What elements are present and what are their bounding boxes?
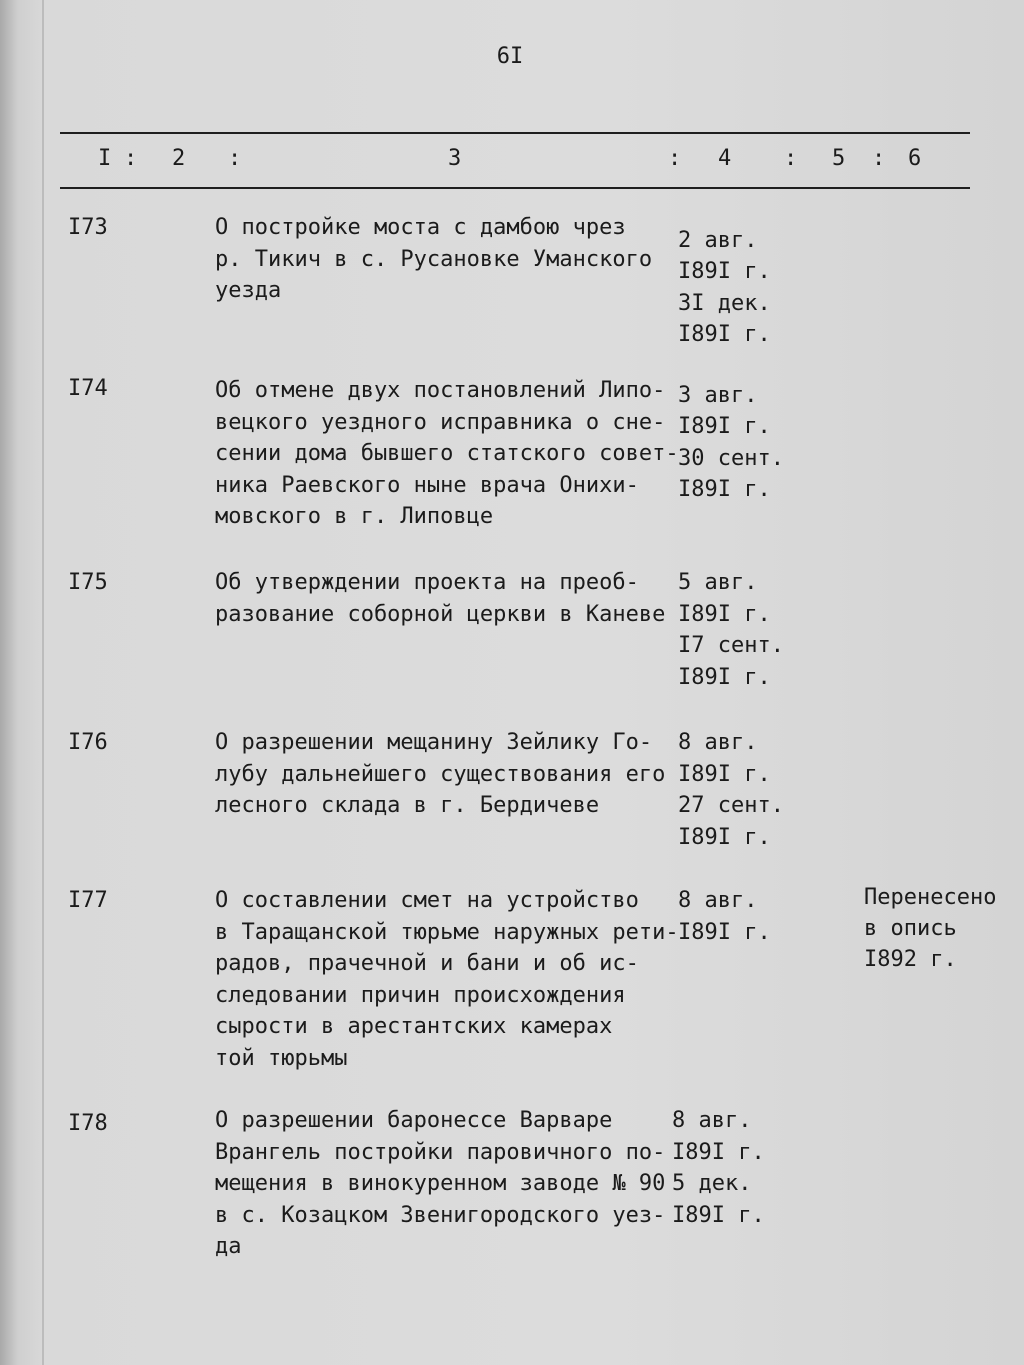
entry-title-line: О составлении смет на устройство: [215, 888, 639, 913]
header-top-rule: [60, 132, 970, 134]
entry-title-line: в с. Козацком Звенигородского уез-: [215, 1203, 666, 1228]
entry-title-line: той тюрьмы: [215, 1046, 348, 1071]
col-separator: :: [784, 146, 798, 171]
entry-date-line: I89I г.: [672, 1140, 765, 1165]
entry-title-line: сырости в арестантских камерах: [215, 1014, 613, 1039]
entry-date-line: I89I г.: [678, 414, 771, 439]
entry-note-line: Перенесено: [864, 885, 997, 910]
entry-date-line: I89I г.: [678, 665, 771, 690]
entry-title-line: да: [215, 1234, 242, 1259]
entry-title-line: сении дома бывшего статского совет-: [215, 441, 679, 466]
entry-number: I75: [68, 570, 108, 595]
col-separator: :: [872, 146, 886, 171]
entry-date-line: I89I г.: [672, 1203, 765, 1228]
entry-date-line: I89I г.: [678, 322, 771, 347]
col-head-1: I: [98, 146, 112, 171]
entry-number: I76: [68, 730, 108, 755]
entry-date-line: I89I г.: [678, 259, 771, 284]
entry-date-line: I89I г.: [678, 477, 771, 502]
entry-number: I73: [68, 215, 108, 240]
entry-number: I77: [68, 888, 108, 913]
entry-date-line: 5 дек.: [672, 1171, 752, 1196]
page-number: 6I: [496, 44, 524, 69]
entry-date-line: 5 авг.: [678, 570, 758, 595]
binding-fold: [42, 0, 44, 1365]
entry-title-line: О разрешении мещанину Зейлику Го-: [215, 730, 653, 755]
entry-date-line: I89I г.: [678, 920, 771, 945]
entry-date-line: I89I г.: [678, 762, 771, 787]
col-separator: :: [124, 146, 138, 171]
entry-title-line: лубу дальнейшего существования его: [215, 762, 666, 787]
entry-number: I74: [68, 376, 108, 401]
entry-title-line: разование соборной церкви в Каневе: [215, 602, 666, 627]
entry-date-line: 2 авг.: [678, 228, 758, 253]
col-head-3: 3: [448, 146, 462, 171]
entry-date-line: 30 сент.: [678, 446, 784, 471]
entry-title-line: р. Тикич в с. Русановке Уманского: [215, 247, 653, 272]
entry-title-line: уезда: [215, 278, 282, 303]
col-separator: :: [228, 146, 242, 171]
entry-note-line: в опись: [864, 916, 957, 941]
entry-date-line: 8 авг.: [672, 1108, 752, 1133]
entry-title-line: ника Раевского ныне врача Онихи-: [215, 473, 639, 498]
entry-title-line: мещения в винокуренном заводе № 90: [215, 1171, 666, 1196]
entry-date-line: 3I дек.: [678, 291, 771, 316]
col-head-5: 5: [832, 146, 846, 171]
entry-number: I78: [68, 1111, 108, 1136]
entry-date-line: 3 авг.: [678, 383, 758, 408]
entry-date-line: 8 авг.: [678, 888, 758, 913]
entry-title-line: Врангель постройки паровичного по-: [215, 1140, 666, 1165]
entry-title-line: О постройке моста с дамбою чрез: [215, 215, 626, 240]
col-head-2: 2: [172, 146, 186, 171]
entry-date-line: 27 сент.: [678, 793, 784, 818]
entry-date-line: I89I г.: [678, 602, 771, 627]
entry-title-line: следовании причин происхождения: [215, 983, 626, 1008]
entry-title-line: мовского в г. Липовце: [215, 504, 494, 529]
entry-title-line: Об отмене двух постановлений Липо-: [215, 378, 666, 403]
col-head-4: 4: [718, 146, 732, 171]
entry-title-line: в Таращанской тюрьме наружных рети-: [215, 920, 679, 945]
header-bottom-rule: [60, 187, 970, 189]
col-separator: :: [668, 146, 682, 171]
col-head-6: 6: [908, 146, 922, 171]
entry-date-line: I89I г.: [678, 825, 771, 850]
entry-title-line: вецкого уездного исправника о сне-: [215, 410, 666, 435]
entry-note-line: I892 г.: [864, 947, 957, 972]
entry-title-line: лесного склада в г. Бердичеве: [215, 793, 600, 818]
entry-title-line: Об утверждении проекта на преоб-: [215, 570, 639, 595]
entry-date-line: I7 сент.: [678, 633, 784, 658]
entry-title-line: О разрешении баронессе Варваре: [215, 1108, 613, 1133]
entry-title-line: радов, прачечной и бани и об ис-: [215, 951, 639, 976]
entry-date-line: 8 авг.: [678, 730, 758, 755]
